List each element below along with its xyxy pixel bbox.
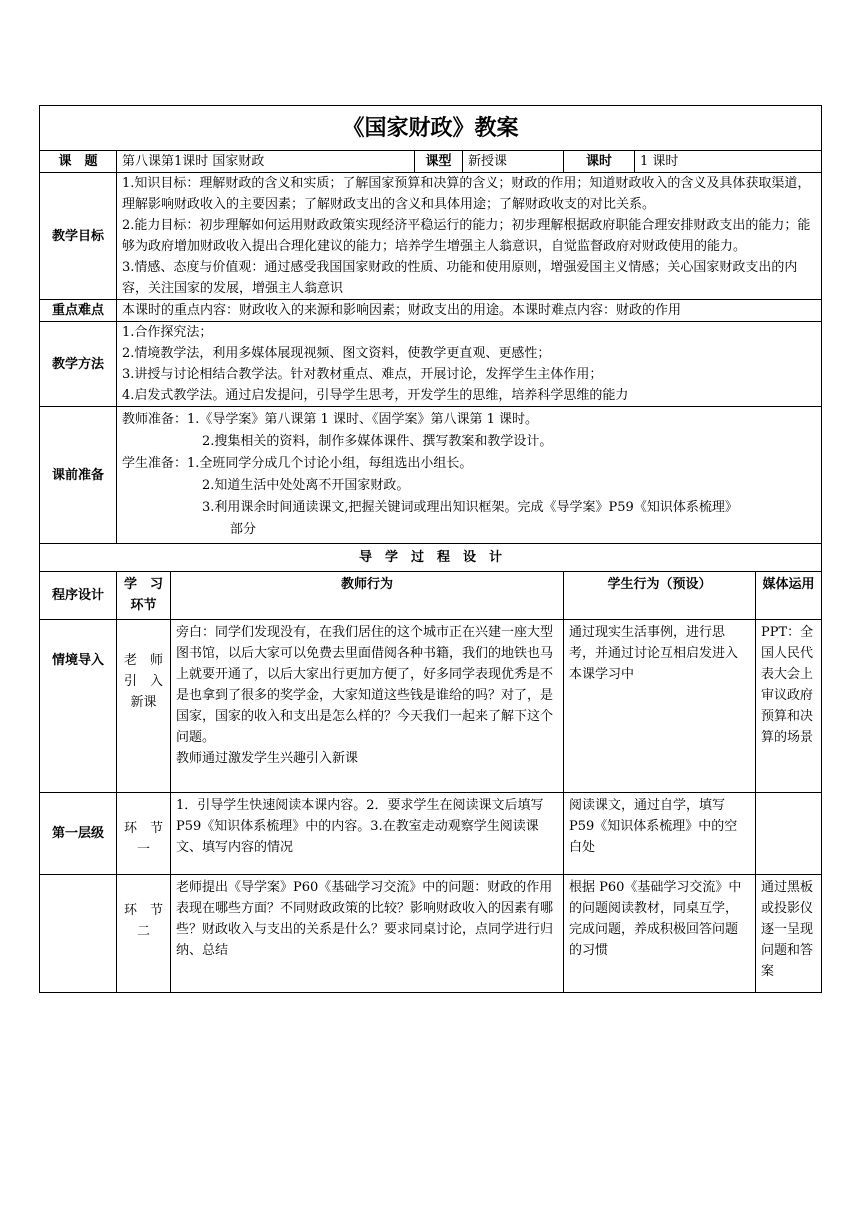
topic-label: 课 题: [40, 151, 117, 173]
objectives-label: 教学目标: [40, 173, 117, 300]
objective-knowledge: 1.知识目标：理解财政的含义和实质；了解国家预算和决算的含义；财政的作用；知道财政收入的含义及具体获取渠道，理解影响财政收入的主要因素；了解财政支出的含义和具体用途；了解财政收支的对比关系。: [122, 176, 811, 212]
step-cell: 老 师 引 入 新课: [117, 620, 171, 793]
method-item: 1.合作探究法；: [122, 325, 213, 340]
prep-student-2: 2.知道生活中处处离不开国家财政。: [202, 478, 410, 493]
key-points-text: 本课时的重点内容：财政收入的来源和影响因素；财政支出的用途。本课时难点内容：财政的作用: [117, 300, 822, 322]
type-label: 课型: [415, 151, 463, 173]
type-value: 新授课: [463, 151, 564, 173]
stage-cell: [40, 875, 117, 993]
page-title: 《国家财政》教案: [40, 106, 822, 151]
prep-student-1: 学生准备：1.全班同学分成几个讨论小组，每组选出小组长。: [122, 456, 473, 471]
table-row: [40, 793, 822, 875]
student-cell: 根据 P60《基础学习交流》中的问题阅读教材，同桌互学，完成问题，养成积极回答问题的习惯: [564, 875, 756, 993]
method-item: 2.情境教学法，利用多媒体展现视频、图文资料，使教学更直观、更感性；: [122, 346, 551, 361]
objectives-content: [117, 173, 822, 300]
prep-teacher-1: 教师准备：1.《导学案》第八课第 1 课时、《固学案》第八课第 1 课时。: [122, 412, 538, 427]
key-points-label: 重点难点: [40, 300, 117, 322]
prep-student-3: 3.利用课余时间通读课文,把握关键词或理出知识框架。完成《导学案》P59《知识体系梳理》: [202, 500, 738, 515]
col-student: 学生行为（预设）: [564, 572, 756, 620]
teacher-cell: 旁白：同学们发现没有，在我们居住的这个城市正在兴建一座大型图书馆，以后大家可以免费去里面借阅各种书籍，我们的地铁也马上就要开通了，以后大家出行更加方便了，好多同学表现优秀是不是也拿到了很多的奖学金，大家知道这些钱是谁给的吗？对了，是国家，国家的收入和支出是怎么样的？今天我们一起来了解下这个问题。 教师通过激发学生兴趣引入新课: [171, 620, 564, 793]
objective-emotion: 3.情感、态度与价值观：通过感受我国国家财政的性质、功能和使用原则，增强爱国主义情感；关心国家财政支出的内容，关注国家的发展，增强主人翁意识: [122, 260, 798, 296]
prep-student-3b: 部分: [230, 522, 257, 537]
hours-label: 课时: [564, 151, 635, 173]
col-media: 媒体运用: [756, 572, 822, 620]
lesson-plan-page: [39, 105, 821, 993]
method-item: 3.讲授与讨论相结合教学法。针对教材重点、难点，开展讨论，发挥学生主体作用；: [122, 367, 603, 382]
hours-value: 1 课时: [635, 151, 822, 173]
media-cell: [756, 793, 822, 875]
prep-teacher-2: 2.搜集相关的资料，制作多媒体课件、撰写教案和教学设计。: [202, 434, 553, 449]
col-teacher: 教师行为: [171, 572, 564, 620]
col-stage: 程序设计: [40, 572, 117, 620]
prep-label: 课前准备: [40, 407, 117, 544]
process-header: 导 学 过 程 设 计: [40, 544, 822, 572]
col-step: 学 习 环节: [117, 572, 171, 620]
table-row: [40, 620, 822, 793]
methods-label: 教学方法: [40, 322, 117, 407]
objective-ability: 2.能力目标：初步理解如何运用财政政策实现经济平稳运行的能力；初步理解根据政府职能合理安排财政支出的能力；能够为政府增加财政收入提出合理化建议的能力；培养学生增强主人翁意识，自觉监督政府对财政使用的能力。: [122, 218, 811, 254]
step-cell: 环 节 一: [117, 793, 171, 875]
table-row: [40, 875, 822, 993]
topic-value: 第八课第1课时 国家财政: [117, 151, 415, 173]
lesson-plan-table: [39, 105, 822, 993]
teacher-cell: 1．引导学生快速阅读本课内容。2．要求学生在阅读课文后填写 P59《知识体系梳理》中的内容。3.在教室走动观察学生阅读课文、填写内容的情况: [171, 793, 564, 875]
stage-cell: 情境导入: [40, 620, 117, 793]
method-item: 4.启发式教学法。通过启发提问，引导学生思考，开发学生的思维，培养科学思维的能力: [122, 388, 629, 403]
media-cell: PPT：全国人民代表大会上审议政府预算和决算的场景: [756, 620, 822, 793]
student-cell: 通过现实生活事例，进行思考，并通过讨论互相启发进入本课学习中: [564, 620, 756, 793]
teacher-cell: 老师提出《导学案》P60《基础学习交流》中的问题：财政的作用表现在哪些方面？不同财政政策的比较？影响财政收入的因素有哪些？财政收入与支出的关系是什么？要求同桌讨论，点同学进行归纳、总结: [171, 875, 564, 993]
stage-cell: 第一层级: [40, 793, 117, 875]
methods-content: [117, 322, 822, 407]
step-cell: 环 节 二: [117, 875, 171, 993]
prep-content: [117, 407, 822, 544]
media-cell: 通过黑板或投影仪逐一呈现问题和答案: [756, 875, 822, 993]
student-cell: 阅读课文，通过自学，填写 P59《知识体系梳理》中的空白处: [564, 793, 756, 875]
